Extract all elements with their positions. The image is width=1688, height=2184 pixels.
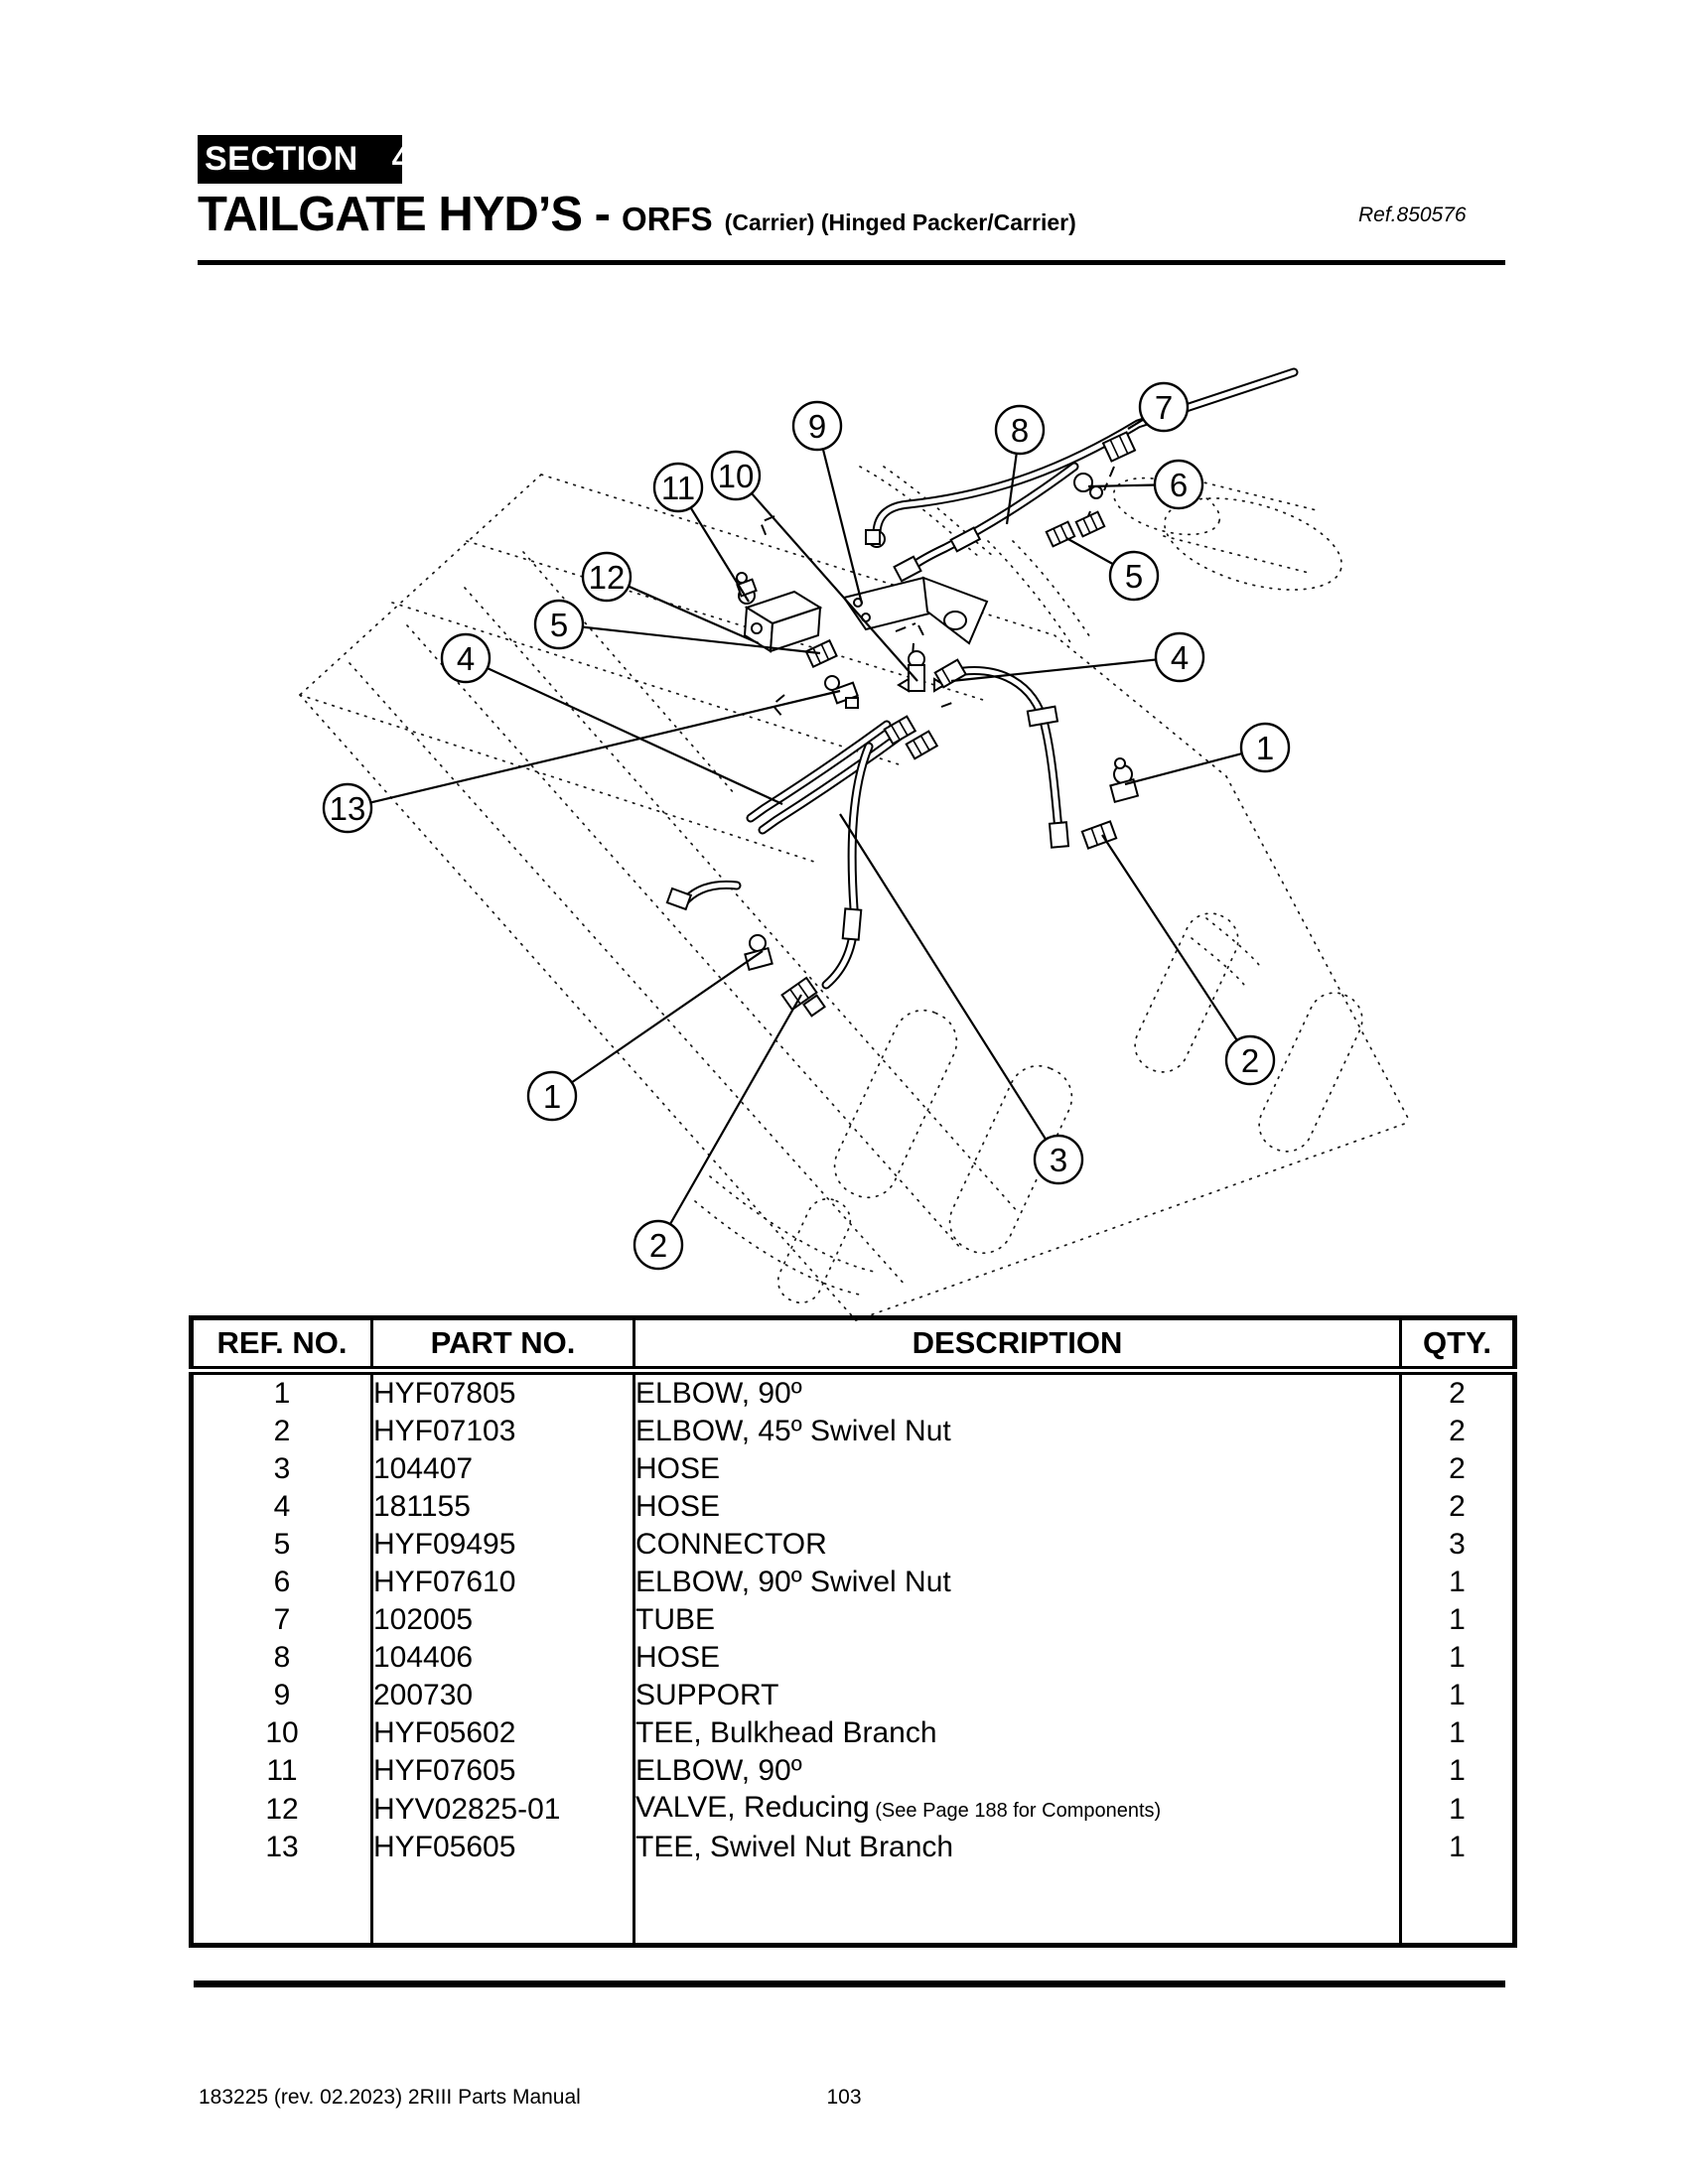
table-row: [192, 1488, 1515, 1526]
balloon-number: 11: [660, 469, 696, 506]
description-note: (See Page 188 for Components): [869, 1800, 1162, 1822]
balloon-number: 1: [1255, 729, 1275, 766]
balloon-number: 13: [329, 789, 366, 827]
table-row: [192, 1564, 1515, 1601]
cell-qty: 2: [1449, 1377, 1466, 1410]
cell-ref: 10: [192, 1714, 372, 1752]
balloon-number: 3: [1049, 1141, 1068, 1178]
cell-desc: ELBOW, 90º: [634, 1752, 1401, 1790]
cell-ref: 7: [192, 1601, 372, 1639]
cell-ref: 8: [192, 1639, 372, 1677]
table-empty-space: [192, 1866, 1515, 1946]
cell-qty: 1: [1449, 1831, 1466, 1863]
page-title-detail: (Carrier) (Hinged Packer/Carrier): [724, 209, 1076, 235]
cell-ref: 4: [192, 1488, 372, 1526]
cell-desc: ELBOW, 90º: [634, 1371, 1401, 1414]
cell-qty: 1: [1449, 1679, 1466, 1711]
section-number: 4: [391, 140, 412, 178]
balloon-number: 2: [1240, 1041, 1260, 1079]
cell-part: HYF05605: [372, 1829, 634, 1866]
cell-qty: 3: [1449, 1528, 1466, 1561]
reference-number: Ref.850576: [1358, 204, 1467, 226]
cell-desc: SUPPORT: [634, 1677, 1401, 1714]
cell-desc: HOSE: [634, 1488, 1401, 1526]
empty-cell: [1401, 1866, 1515, 1946]
cell-part: HYF07610: [372, 1564, 634, 1601]
cell-ref: 6: [192, 1564, 372, 1601]
empty-cell: [372, 1866, 634, 1946]
table-row: [192, 1526, 1515, 1564]
cell-part: 104407: [372, 1450, 634, 1488]
balloon-3: [840, 814, 1082, 1183]
balloon-number: 4: [1170, 638, 1190, 676]
cell-part: HYF07605: [372, 1752, 634, 1790]
col-header-description: DESCRIPTION: [634, 1318, 1401, 1371]
balloon-number: 10: [717, 457, 755, 494]
cell-desc: HOSE: [634, 1450, 1401, 1488]
balloon-number: 9: [807, 407, 827, 445]
cell-desc: TUBE: [634, 1601, 1401, 1639]
page-title-main: TAILGATE HYD’S -: [198, 188, 610, 241]
parts-table: [189, 1315, 1517, 1948]
footer-document-info: 183225 (rev. 02.2023) 2RIII Parts Manual: [199, 2086, 581, 2109]
cell-qty: 1: [1449, 1754, 1466, 1787]
cell-ref: 3: [192, 1450, 372, 1488]
empty-cell: [192, 1866, 372, 1946]
balloon-5: [1066, 538, 1158, 600]
cell-part: 102005: [372, 1601, 634, 1639]
table-header-row: [192, 1318, 1515, 1371]
balloon-6: [1088, 461, 1202, 508]
table-row: [192, 1677, 1515, 1714]
balloon-number: 1: [542, 1077, 562, 1115]
cell-desc: TEE, Swivel Nut Branch: [634, 1829, 1401, 1866]
table-row: [192, 1601, 1515, 1639]
balloon-2: [634, 995, 801, 1269]
cell-part: HYF07103: [372, 1413, 634, 1450]
section-label: SECTION: [205, 140, 358, 178]
col-header-part-no: PART NO.: [372, 1318, 634, 1371]
cell-ref: 13: [192, 1829, 372, 1866]
page-title-sub: ORFS: [622, 201, 713, 237]
hoses-and-tube: [683, 372, 1294, 985]
cell-ref: 11: [192, 1752, 372, 1790]
leader-line: [466, 658, 782, 804]
cell-part: HYV02825-01: [372, 1790, 634, 1829]
balloon-number: 4: [456, 639, 476, 677]
balloon-4: [442, 634, 782, 804]
cell-part: 181155: [372, 1488, 634, 1526]
cell-qty: 1: [1449, 1641, 1466, 1674]
table-row: [192, 1413, 1515, 1450]
balloon-number: 2: [648, 1226, 668, 1264]
balloon-number: 8: [1010, 411, 1030, 449]
callout-balloons: [324, 383, 1289, 1269]
cell-qty: 1: [1449, 1603, 1466, 1636]
leader-line: [840, 814, 1058, 1160]
cell-part: 200730: [372, 1677, 634, 1714]
balloon-1: [1125, 724, 1289, 784]
cell-ref: 5: [192, 1526, 372, 1564]
cell-qty: 2: [1449, 1452, 1466, 1485]
cell-qty: 1: [1449, 1716, 1466, 1749]
balloon-number: 5: [549, 606, 569, 643]
table-row: [192, 1790, 1515, 1829]
balloon-number: 12: [588, 558, 626, 596]
cell-ref: 12: [192, 1790, 372, 1829]
balloon-2: [1102, 835, 1274, 1084]
cell-desc: TEE, Bulkhead Branch: [634, 1714, 1401, 1752]
table-row: [192, 1371, 1515, 1414]
table-row: [192, 1829, 1515, 1866]
cell-part: HYF05602: [372, 1714, 634, 1752]
cell-ref: 2: [192, 1413, 372, 1450]
cell-qty: 2: [1449, 1490, 1466, 1523]
cell-qty: 2: [1449, 1415, 1466, 1447]
cell-qty: 1: [1449, 1792, 1466, 1826]
footer-page-number: 103: [826, 2086, 862, 2109]
table-row: [192, 1752, 1515, 1790]
cell-qty: 1: [1449, 1566, 1466, 1598]
fittings: [667, 432, 1138, 1016]
balloon-number: 5: [1124, 557, 1144, 595]
col-header-qty: QTY.: [1401, 1318, 1515, 1371]
balloon-1: [528, 951, 763, 1120]
leader-line: [552, 951, 763, 1096]
table-row: [192, 1714, 1515, 1752]
cell-desc: VALVE, Reducing (See Page 188 for Components): [634, 1790, 1401, 1829]
table-row: [192, 1639, 1515, 1677]
cell-part: HYF07805: [372, 1371, 634, 1414]
empty-cell: [634, 1866, 1401, 1946]
cell-desc: ELBOW, 90º Swivel Nut: [634, 1564, 1401, 1601]
balloon-number: 6: [1169, 466, 1189, 503]
leader-line: [1102, 835, 1250, 1060]
cell-part: 104406: [372, 1639, 634, 1677]
cell-part: HYF09495: [372, 1526, 634, 1564]
footer-rule: [194, 1980, 1505, 1987]
cell-ref: 1: [192, 1371, 372, 1414]
cell-desc: CONNECTOR: [634, 1526, 1401, 1564]
table-row: [192, 1450, 1515, 1488]
cell-desc: ELBOW, 45º Swivel Nut: [634, 1413, 1401, 1450]
cell-ref: 9: [192, 1677, 372, 1714]
cell-desc: HOSE: [634, 1639, 1401, 1677]
col-header-ref-no: REF. NO.: [192, 1318, 372, 1371]
balloon-9: [793, 402, 862, 604]
balloon-number: 7: [1154, 388, 1174, 426]
balloon-7: [1128, 383, 1188, 431]
leader-line: [817, 426, 862, 604]
